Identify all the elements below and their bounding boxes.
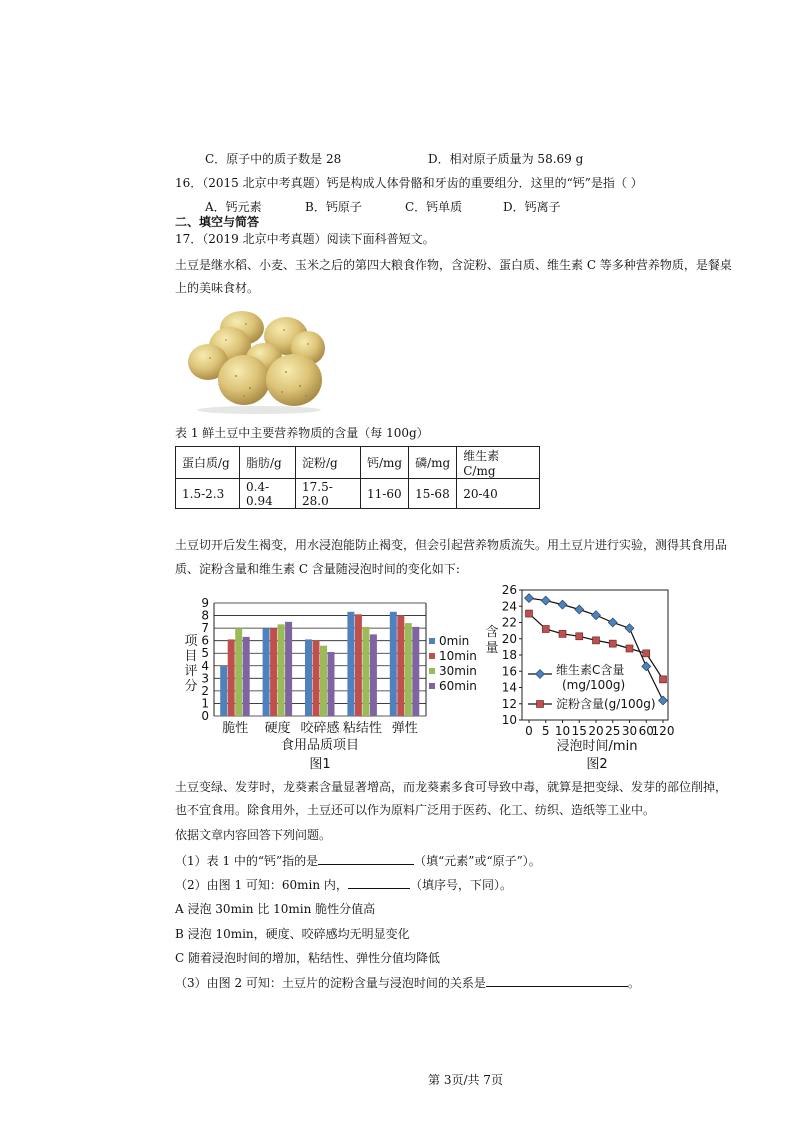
- sub1-text-b: （填“元素”或“原子”）。: [414, 854, 541, 868]
- q16-option-d: D．钙离子: [503, 200, 561, 214]
- y-axis-label-char: 含: [485, 625, 499, 640]
- data-point-diamond: [608, 618, 617, 627]
- q15-option-d: D．相对原子质量为 58.69 g: [428, 152, 584, 166]
- legend-swatch: [429, 653, 435, 659]
- x-tick-label: 0: [525, 724, 533, 738]
- table-header-cell: 淀粉/g: [296, 447, 361, 479]
- y-tick-label: 3: [201, 671, 209, 686]
- bar-60min: [328, 652, 335, 716]
- figure-caption: 图1: [309, 757, 331, 772]
- x-tick-label: 120: [651, 724, 675, 738]
- bar-0min: [347, 612, 354, 716]
- y-axis-label-char: 项: [184, 634, 198, 649]
- data-point-diamond: [625, 624, 634, 633]
- legend-label: 维生素C含量: [556, 663, 625, 677]
- q16-option-c: C．钙单质: [405, 200, 463, 214]
- x-tick-label: 10: [554, 724, 571, 738]
- x-axis-label: 浸泡时间/min: [556, 739, 638, 754]
- q17-para1-line2: 上的美味食材。: [175, 281, 260, 295]
- legend-label: 淀粉含量(g/100g): [556, 697, 656, 711]
- y-axis-label-char: 目: [184, 649, 198, 664]
- x-tick-label: 15: [571, 724, 587, 738]
- y-tick-label: 8: [201, 608, 209, 623]
- page-footer: 第 3页/共 7页: [428, 1073, 503, 1087]
- potato-image: [186, 306, 332, 414]
- sub2-text-a: （2）由图 1 可知：60min 内，: [175, 878, 348, 892]
- q15-option-c: C．原子中的质子数是 28: [205, 152, 342, 166]
- data-point-diamond: [575, 605, 584, 614]
- q17-option-c: C 随着浸泡时间的增加，粘结性、弹性分值均降低: [175, 951, 440, 965]
- y-tick-label: 24: [501, 599, 517, 614]
- sub3-text-a: （3）由图 2 可知：土豆片的淀粉含量与浸泡时间的关系是: [175, 976, 486, 990]
- y-tick-label: 14: [501, 680, 517, 695]
- table-cell: 15-68: [409, 479, 457, 509]
- bar-60min: [285, 622, 292, 716]
- bar-0min: [390, 612, 397, 716]
- q17-sub1: [175, 852, 541, 869]
- y-tick-label: 16: [501, 664, 517, 679]
- sub3-text-b: 。: [627, 976, 640, 990]
- bar-0min: [220, 666, 227, 716]
- bar-30min: [235, 628, 242, 716]
- y-tick-label: 5: [201, 646, 209, 661]
- data-point-square: [643, 650, 650, 657]
- q17-para3-line2: 也不宜食用。除食用外，土豆还可以作为原料广泛用于医药、化工、纺织、造纸等工业中。: [175, 803, 656, 817]
- y-tick-label: 7: [201, 621, 209, 636]
- nutrient-table: [175, 446, 540, 509]
- table-header-cell: 磷/mg: [409, 447, 457, 479]
- figure1-bar-chart: [176, 590, 486, 775]
- q17-sub2: [175, 876, 512, 893]
- table-header-row: [176, 447, 540, 479]
- bar-10min: [313, 641, 320, 716]
- y-tick-label: 20: [501, 631, 517, 646]
- data-point-square: [542, 626, 549, 633]
- y-tick-label: 6: [201, 633, 209, 648]
- q17-instruction: 依据文章内容回答下列问题。: [175, 828, 332, 842]
- bar-60min: [412, 627, 419, 716]
- data-point-diamond: [659, 696, 668, 705]
- bar-10min: [270, 628, 277, 716]
- y-tick-label: 0: [201, 709, 209, 723]
- x-tick-label: 60: [638, 724, 654, 738]
- q17-option-b: B 浸泡 10min，硬度、咬碎感均无明显变化: [175, 927, 410, 941]
- table-cell: 17.5-28.0: [296, 479, 361, 509]
- data-point-diamond: [642, 662, 651, 671]
- legend-marker-square: [537, 701, 544, 708]
- q16-option-b: B．钙原子: [305, 200, 362, 214]
- q16-option-a: A．钙元素: [205, 200, 262, 214]
- bar-10min: [397, 616, 404, 716]
- y-tick-label: 9: [201, 596, 209, 610]
- data-point-square: [660, 676, 667, 683]
- bar-10min: [228, 639, 235, 716]
- x-tick-label: 20: [588, 724, 604, 738]
- x-tick-label: 25: [605, 724, 621, 738]
- y-tick-label: 22: [501, 615, 517, 630]
- table-cell: 1.5-2.3: [176, 479, 240, 509]
- legend-label: 60min: [439, 679, 477, 693]
- sub2-answer-blank[interactable]: [348, 876, 410, 889]
- bar-0min: [263, 628, 270, 716]
- q17-para2-line2: 质、淀粉含量和维生素 C 含量随浸泡时间的变化如下:: [175, 562, 460, 576]
- table-cell: 20-40: [457, 479, 540, 509]
- y-tick-label: 2: [201, 683, 209, 698]
- legend-label: 10min: [439, 649, 477, 663]
- legend-swatch: [429, 683, 435, 689]
- table-header-cell: 钙/mg: [361, 447, 409, 479]
- data-point-diamond: [525, 594, 534, 603]
- q17-para2-line1: 土豆切开后发生褐变，用水浸泡能防止褐变，但会引起营养物质流失。用土豆片进行实验，测得其食用品: [175, 538, 728, 552]
- q17-sub3: [175, 974, 640, 991]
- x-tick-label: 硬度: [264, 721, 291, 736]
- table-row: [176, 479, 540, 509]
- figure-caption: 图2: [586, 757, 608, 772]
- y-tick-label: 4: [201, 658, 209, 673]
- y-axis-label-char: 评: [184, 664, 198, 679]
- x-tick-label: 脆性: [222, 721, 249, 736]
- y-tick-label: 1: [201, 696, 209, 711]
- y-tick-label: 26: [501, 583, 517, 597]
- table-cell: 11-60: [361, 479, 409, 509]
- data-point-square: [559, 630, 566, 637]
- data-point-square: [526, 610, 533, 617]
- x-tick-label: 粘结性: [342, 721, 382, 736]
- x-tick-label: 弹性: [391, 721, 418, 736]
- x-tick-label: 5: [541, 724, 550, 738]
- legend-label: 30min: [439, 664, 477, 678]
- y-tick-label: 18: [501, 648, 517, 662]
- data-point-square: [593, 637, 600, 644]
- y-axis-label-char: 量: [485, 641, 499, 656]
- data-point-diamond: [592, 611, 601, 620]
- y-axis-label-char: 分: [184, 679, 198, 694]
- y-tick-label: 10: [501, 713, 517, 727]
- legend-swatch: [429, 668, 435, 674]
- bar-30min: [405, 623, 412, 716]
- bar-30min: [278, 624, 285, 716]
- data-point-square: [576, 633, 583, 640]
- legend-marker-diamond: [536, 670, 545, 679]
- sub1-text-a: （1）表 1 中的“钙”指的是: [175, 854, 319, 868]
- table-caption: 表 1 鲜土豆中主要营养物质的含量（每 100g）: [175, 426, 429, 440]
- sub1-answer-blank[interactable]: [318, 852, 414, 865]
- legend-label: 0min: [439, 634, 470, 648]
- legend-swatch: [429, 638, 435, 644]
- section-title: 二、填空与简答: [175, 215, 260, 229]
- q17-para1-line1: 土豆是继水稻、小麦、玉米之后的第四大粮食作物，含淀粉、蛋白质、维生素 C 等多种营养物质，是餐桌: [175, 258, 732, 272]
- table-cell: 0.4-0.94: [240, 479, 296, 509]
- data-point-diamond: [558, 600, 567, 609]
- q17-stem: 17．（2019 北京中考真题）阅读下面科普短文。: [175, 232, 435, 246]
- data-point-square: [609, 640, 616, 647]
- x-tick-label: 咬碎感: [300, 721, 340, 736]
- table-header-cell: 脂肪/g: [240, 447, 296, 479]
- x-axis-label: 食用品质项目: [280, 738, 360, 753]
- data-point-diamond: [541, 596, 550, 605]
- table-header-cell: 蛋白质/g: [176, 447, 240, 479]
- table-header-cell: 维生素 C/mg: [457, 447, 540, 479]
- bar-60min: [243, 637, 250, 716]
- bar-0min: [305, 639, 312, 716]
- sub2-text-b: （填序号，下同）。: [409, 878, 512, 892]
- data-point-square: [626, 645, 633, 652]
- bar-10min: [355, 614, 362, 716]
- bar-30min: [362, 627, 369, 716]
- y-tick-label: 12: [501, 696, 517, 711]
- q17-para3-line1: 土豆变绿、发芽时，龙葵素含量显著增高，而龙葵素多食可导致中毒，就算是把变绿、发芽的部位削掉，: [175, 780, 728, 794]
- sub3-answer-blank[interactable]: [486, 974, 628, 987]
- q17-option-a: A 浸泡 30min 比 10min 脆性分值高: [175, 902, 376, 916]
- figure2-line-chart: [480, 582, 680, 774]
- bar-60min: [370, 634, 377, 716]
- x-tick-label: 30: [621, 724, 638, 738]
- q16-stem: 16．（2015 北京中考真题）钙是构成人体骨骼和牙齿的重要组分．这里的“钙”是指（ ）: [175, 176, 643, 190]
- bar-30min: [320, 646, 327, 716]
- legend-label-unit: (mg/100g): [562, 678, 626, 692]
